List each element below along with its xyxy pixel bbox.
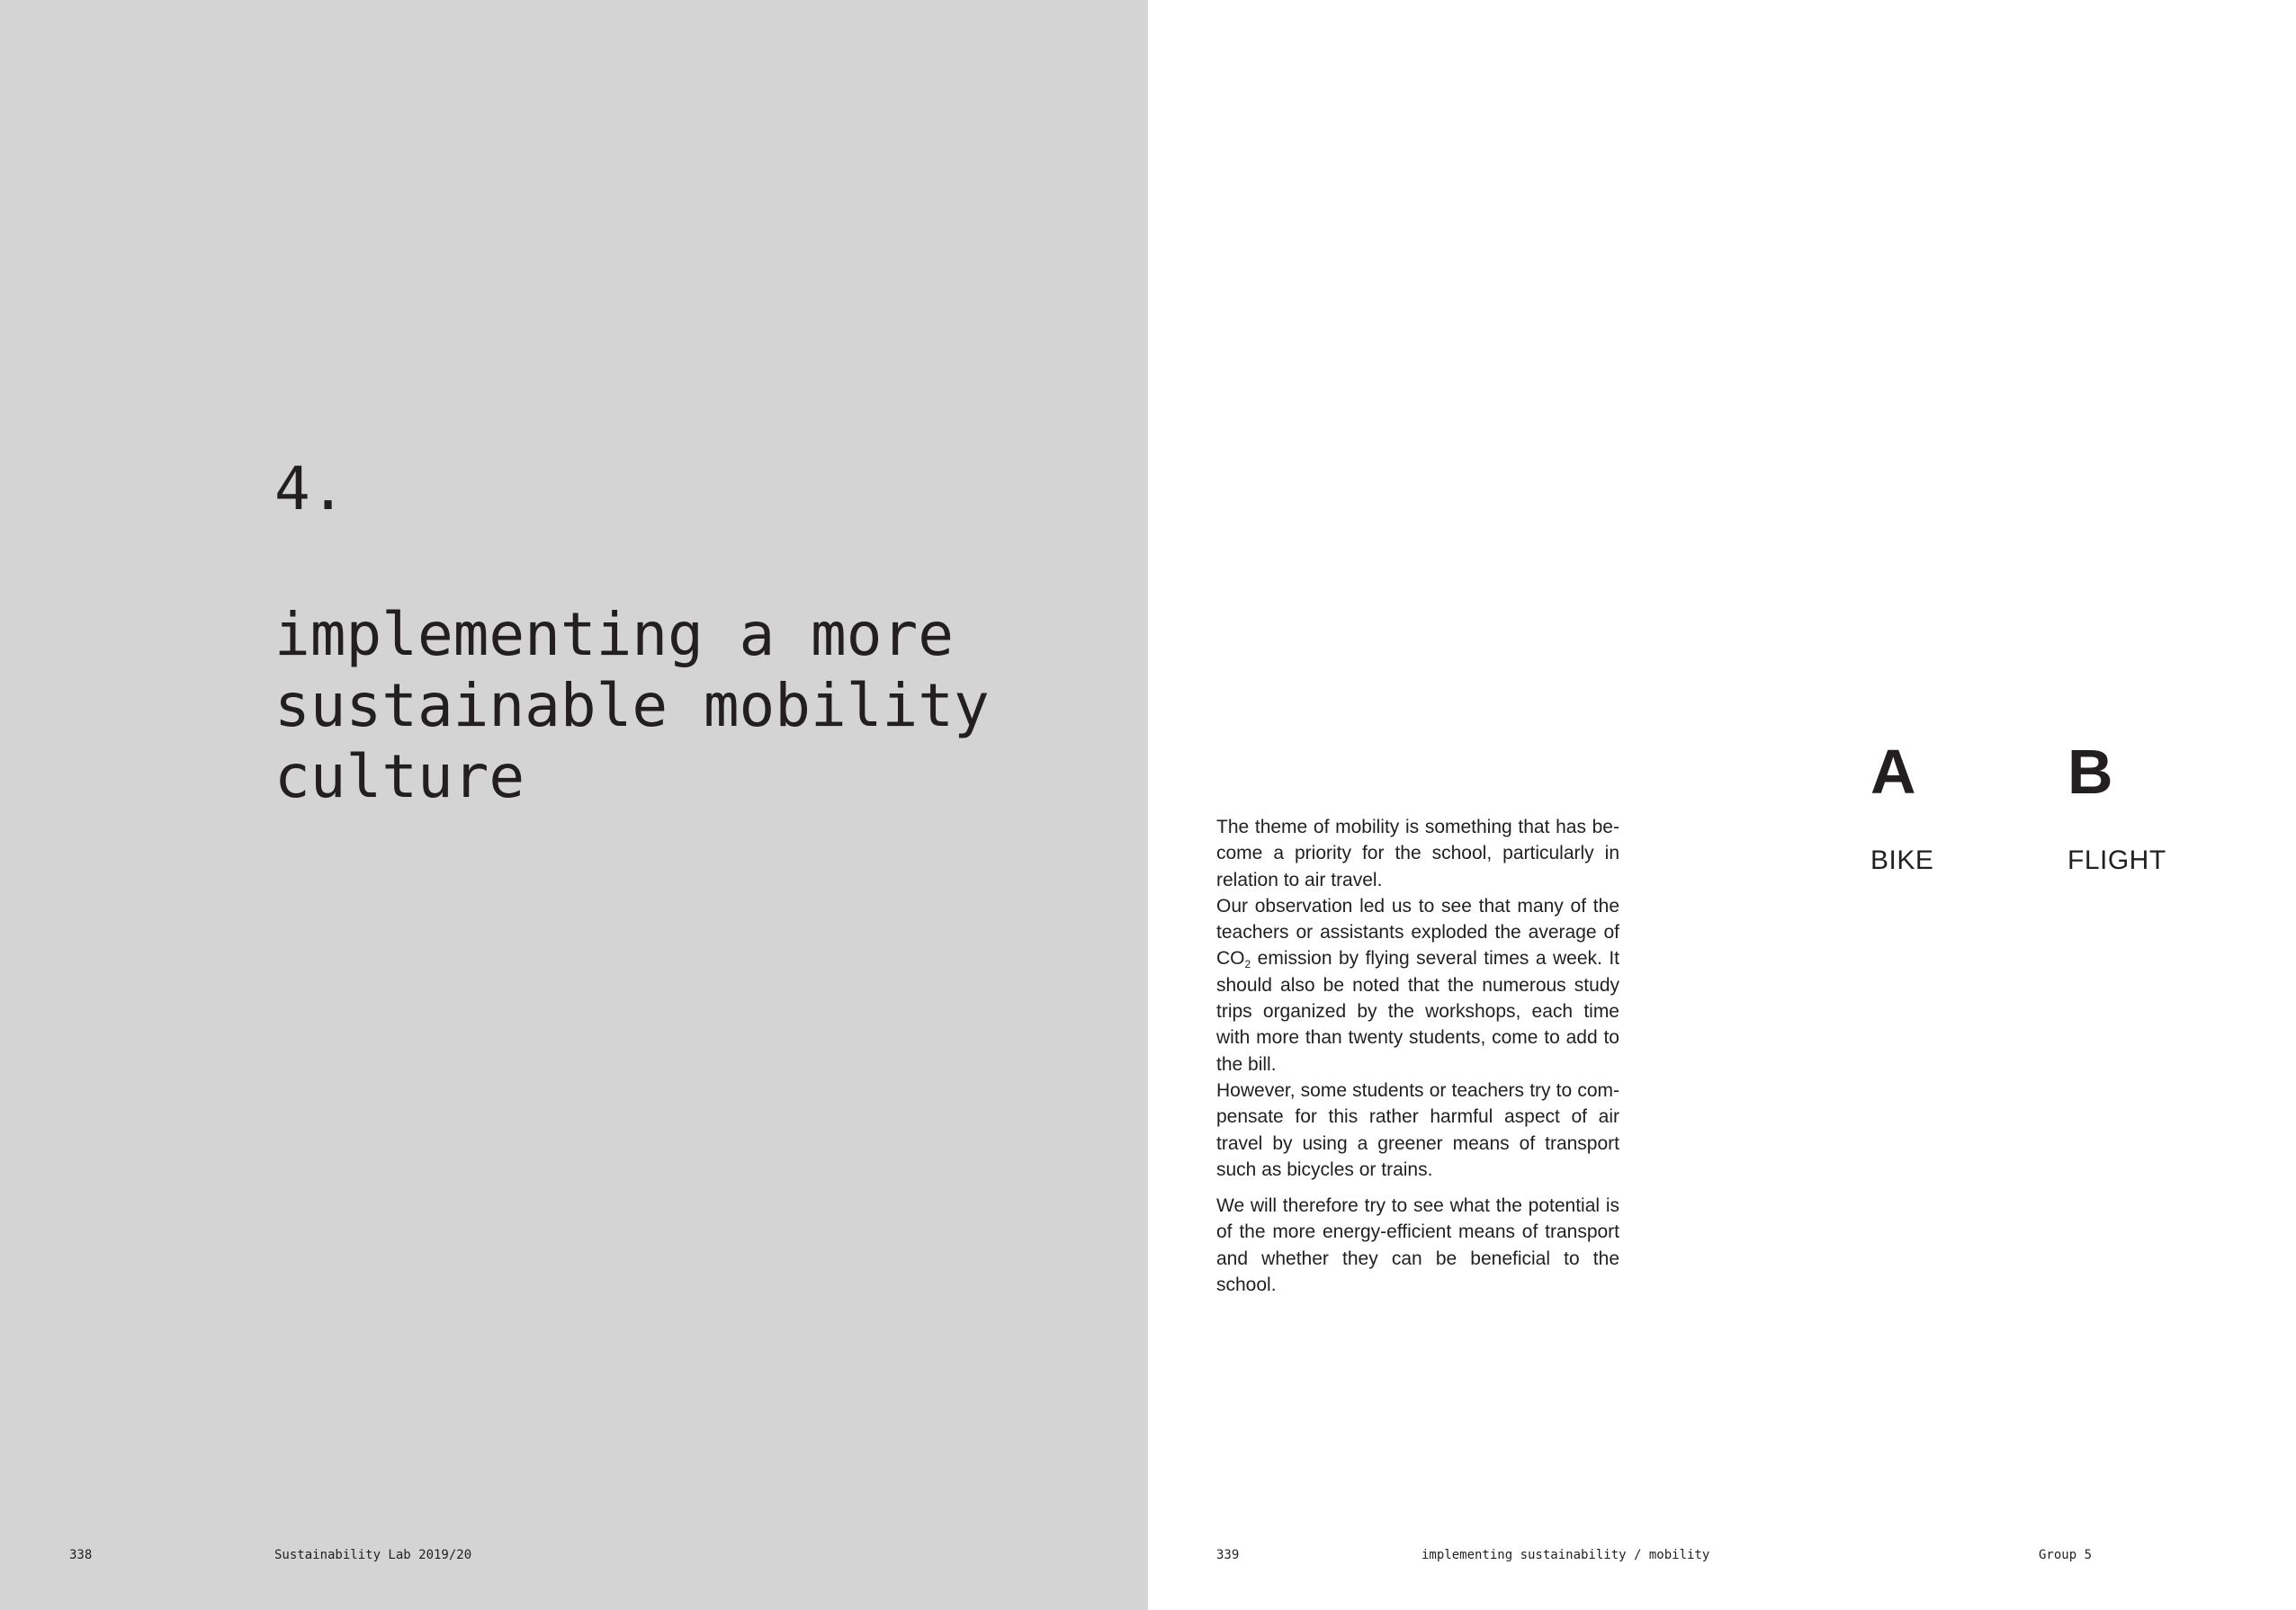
group-label: Group 5	[2039, 1548, 2093, 1562]
section-title: implementing sustainability / mobility	[1422, 1548, 1710, 1562]
co2-subscript: 2	[1244, 958, 1251, 971]
body-paragraph-1: The theme of mobility is something that has become a priority for the school, particularly in relation to air travel.	[1216, 817, 1619, 890]
option-label-bike: BIKE	[1870, 845, 1934, 875]
body-text	[1216, 814, 1619, 1298]
body-paragraph-2	[1216, 893, 1619, 1078]
chapter-title-line: implementing a more	[274, 600, 954, 669]
option-label-flight: FLIGHT	[2067, 845, 2166, 875]
option-a	[1870, 736, 1933, 876]
chapter-number: 4.	[274, 454, 346, 523]
publication-title: Sustainability Lab 2019/20	[274, 1548, 472, 1562]
chapter-title-line: sustainable mobility	[274, 671, 990, 740]
option-letter: A	[1870, 737, 1916, 807]
paragraph-2-text-end: emission by flying several times a week. It should also be noted that the numerous study trips organized by the workshops, each time with more than twenty students, come to add to the bill.	[1216, 948, 1619, 1075]
right-page-number: 339	[1216, 1548, 1240, 1562]
left-page-number: 338	[69, 1548, 93, 1562]
paragraph-2-text-start: Our observation led us to see that many of the teachers or assistants exploded the average of CO	[1216, 895, 1619, 970]
body-paragraph-3: However, some students or teachers try to compensate for this rather harmful aspect of air travel by using a greener means of transport such as bicycles or trains.	[1216, 1079, 1619, 1180]
option-letter: B	[2067, 737, 2113, 807]
chapter-title	[274, 599, 1084, 812]
option-b	[2067, 736, 2166, 876]
body-paragraph-4: We will therefore try to see what the potential is of the more energy-efficient means of transport and whether they can be beneficial to the school.	[1216, 1195, 1619, 1296]
chapter-title-line: culture	[274, 742, 525, 811]
